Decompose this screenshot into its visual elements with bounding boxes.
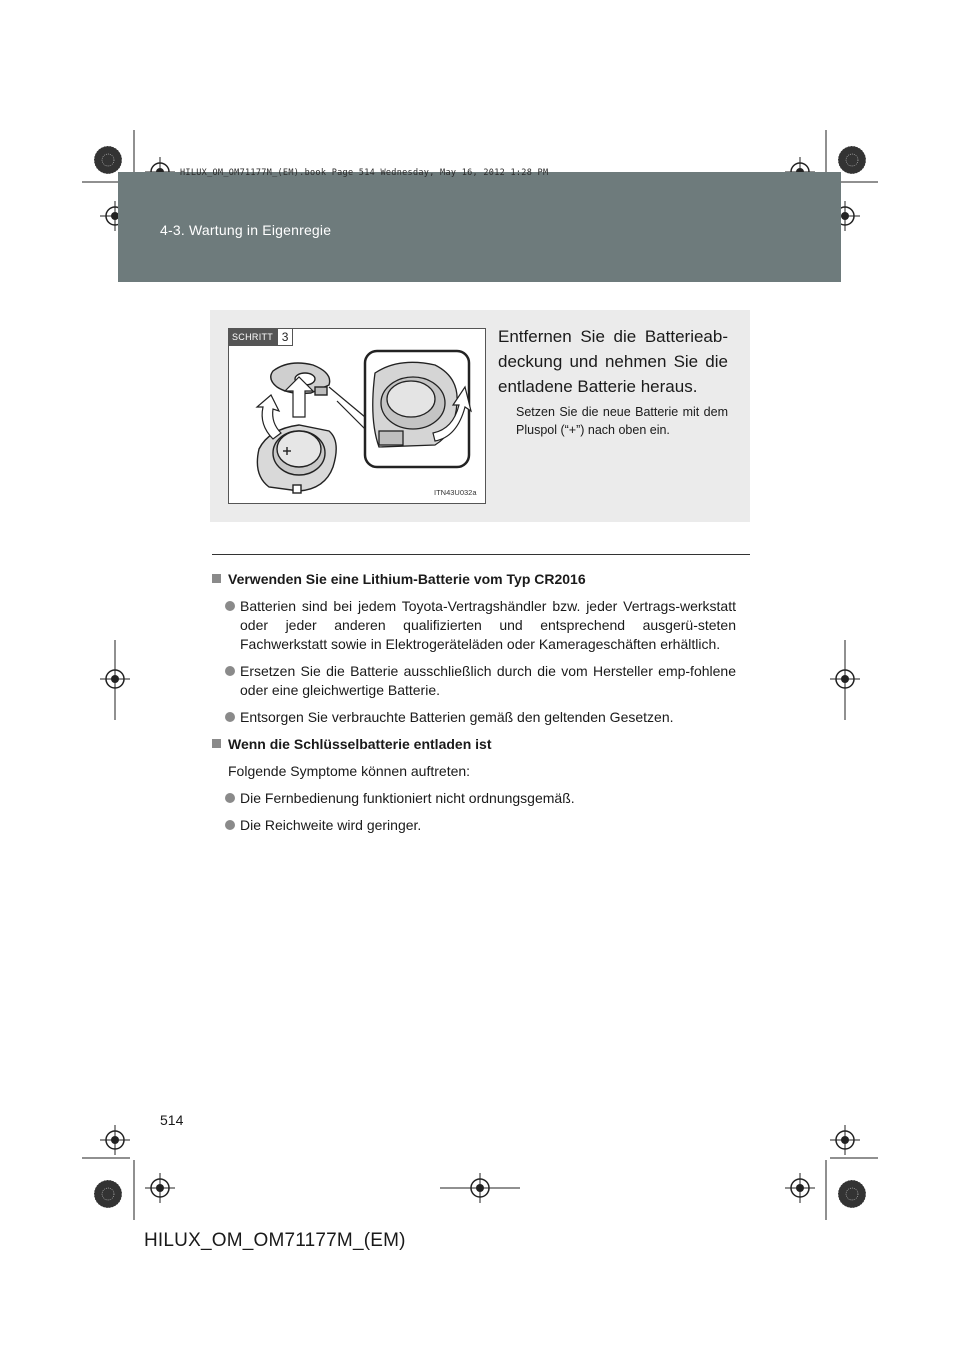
list-item-text: Batterien sind bei jedem Toyota-Vertragshändler bzw. jeder Vertrags-werkstatt oder jeder anderen qualifizierten und entsprechend ausgerü-steten Fachwerkstatt sowie in Elektrogeräteläden oder Kamerageschäften erhältlich. <box>240 598 736 652</box>
step-badge <box>228 328 293 346</box>
list-item-text: Entsorgen Sie verbrauchte Batterien gemäß den geltenden Gesetzen. <box>240 709 674 725</box>
circle-bullet-icon <box>225 820 235 830</box>
square-bullet-icon <box>212 739 221 748</box>
circle-bullet-icon <box>225 666 235 676</box>
section-heading-text: Wenn die Schlüsselbatterie entladen ist <box>228 736 492 752</box>
circle-bullet-icon <box>225 712 235 722</box>
list-item <box>212 597 736 654</box>
section-heading <box>212 735 736 754</box>
list-item <box>212 789 736 808</box>
battery-illustration <box>228 328 486 504</box>
list-item-text: Die Fernbedienung funktioniert nicht ordnungsgemäß. <box>240 790 575 806</box>
section-title: 4-3. Wartung in Eigenregie <box>160 222 332 238</box>
section-intro: Folgende Symptome können auftreten: <box>228 763 471 779</box>
book-info-line: HILUX_OM_OM71177M_(EM).book Page 514 Wednesday, May 16, 2012 1:28 PM <box>180 168 549 178</box>
list-item-text: Die Reichweite wird geringer. <box>240 817 422 833</box>
step-badge-label: SCHRITT <box>228 328 277 346</box>
square-bullet-icon <box>212 574 221 583</box>
section-heading-text: Verwenden Sie eine Lithium-Batterie vom Typ CR2016 <box>228 571 586 587</box>
list-item <box>212 816 736 835</box>
figure-code: ITN43U032a <box>434 488 477 497</box>
section-heading <box>212 570 736 589</box>
divider <box>212 554 750 555</box>
circle-bullet-icon <box>225 601 235 611</box>
list-item-text: Ersetzen Sie die Batterie ausschließlich durch die vom Hersteller emp-fohlene oder eine gleichwertige Batterie. <box>240 663 736 698</box>
list-item <box>212 662 736 700</box>
step-badge-number: 3 <box>277 328 293 346</box>
circle-bullet-icon <box>225 793 235 803</box>
step-note: Setzen Sie die neue Batterie mit dem Pluspol (“+”) nach oben ein. <box>516 405 728 437</box>
page-number: 514 <box>160 1112 184 1128</box>
step-instruction: Entfernen Sie die Batterieab-deckung und nehmen Sie die entladene Batterie heraus. <box>498 327 728 396</box>
document-code: HILUX_OM_OM71177M_(EM) <box>144 1230 406 1251</box>
content-body <box>212 570 736 843</box>
list-item <box>212 708 736 727</box>
